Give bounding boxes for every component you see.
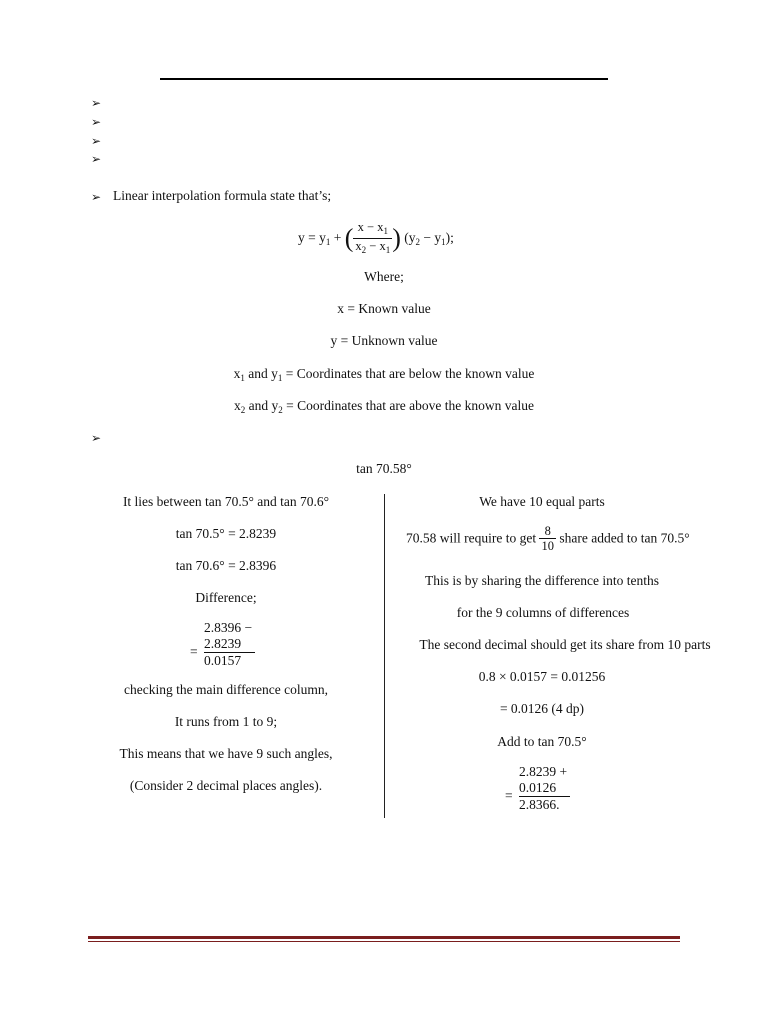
left-line-6: It runs from 1 to 9; [174,714,278,729]
column-divider [384,494,385,818]
bullet-icon: ➢ [91,96,102,110]
header-rule [160,78,608,80]
right-line-5: The second decimal should get its share from 10 parts [419,637,711,652]
left-line-5: checking the main difference column, [123,682,329,697]
right-line-8: Add to tan 70.5° [497,734,587,749]
right-line-4: for the 9 columns of differences [456,605,630,620]
def-y: y = Unknown value [330,333,438,348]
subtraction-block: 2.8396 − = $\frac{2.8239}{0.0157}$ [190,620,255,669]
footer-rule [88,936,680,939]
bullet-icon: ➢ [91,152,102,166]
formula-lhs: $y = y_1$ + [298,230,345,247]
formula-fraction: $\frac{x - x_1}{x_2 - x_1}$ [355,220,391,255]
bullet-icon: ➢ [91,134,102,148]
paren-close: ) [392,223,401,253]
left-line-4: Difference; [195,590,257,605]
right-line-2: 70.58 will require to get $\frac{8}{10}$ share added to tan 70.5° [406,524,690,553]
def-coords-below: $x_1$ and $y_1$ = Coordinates that are below the known value [233,366,535,383]
formula-intro: Linear interpolation formula state that’s; [113,188,332,203]
bullet-icon: ➢ [91,431,102,445]
formula-tail: $(y_2 - y_1)$; [404,230,454,247]
def-x: x = Known value [337,301,431,316]
right-line-1: We have 10 equal parts [479,494,605,509]
def-coords-above: $x_2$ and $y_2$ = Coordinates that are above the known value [233,398,535,415]
where-label: Where; [364,269,404,284]
left-line-7: This means that we have 9 such angles, [119,746,333,761]
right-line-3: This is by sharing the difference into tenths [424,573,660,588]
bullet-icon: ➢ [91,190,102,204]
problem-title: tan 70.58° [356,461,412,476]
eight-tenths-fraction: $\frac{8}{10}$ [541,524,554,553]
left-line-1: It lies between tan 70.5° and tan 70.6° [122,494,330,509]
left-line-8: (Consider 2 decimal places angles). [129,778,323,793]
right-line-7: = 0.0126 (4 dp) [499,701,585,716]
interpolation-formula [298,220,454,257]
left-line-2: tan 70.5° = 2.8239 [175,526,277,541]
addition-block: 2.8239 + = $\frac{0.0126}{2.8366.}$ [505,764,570,813]
left-line-3: tan 70.6° = 2.8396 [175,558,277,573]
bullet-icon: ➢ [91,115,102,129]
right-line-6: 0.8 × 0.0157 = 0.01256 [478,669,606,684]
footer-rule-thin [88,941,680,942]
paren-open: ( [344,223,354,253]
